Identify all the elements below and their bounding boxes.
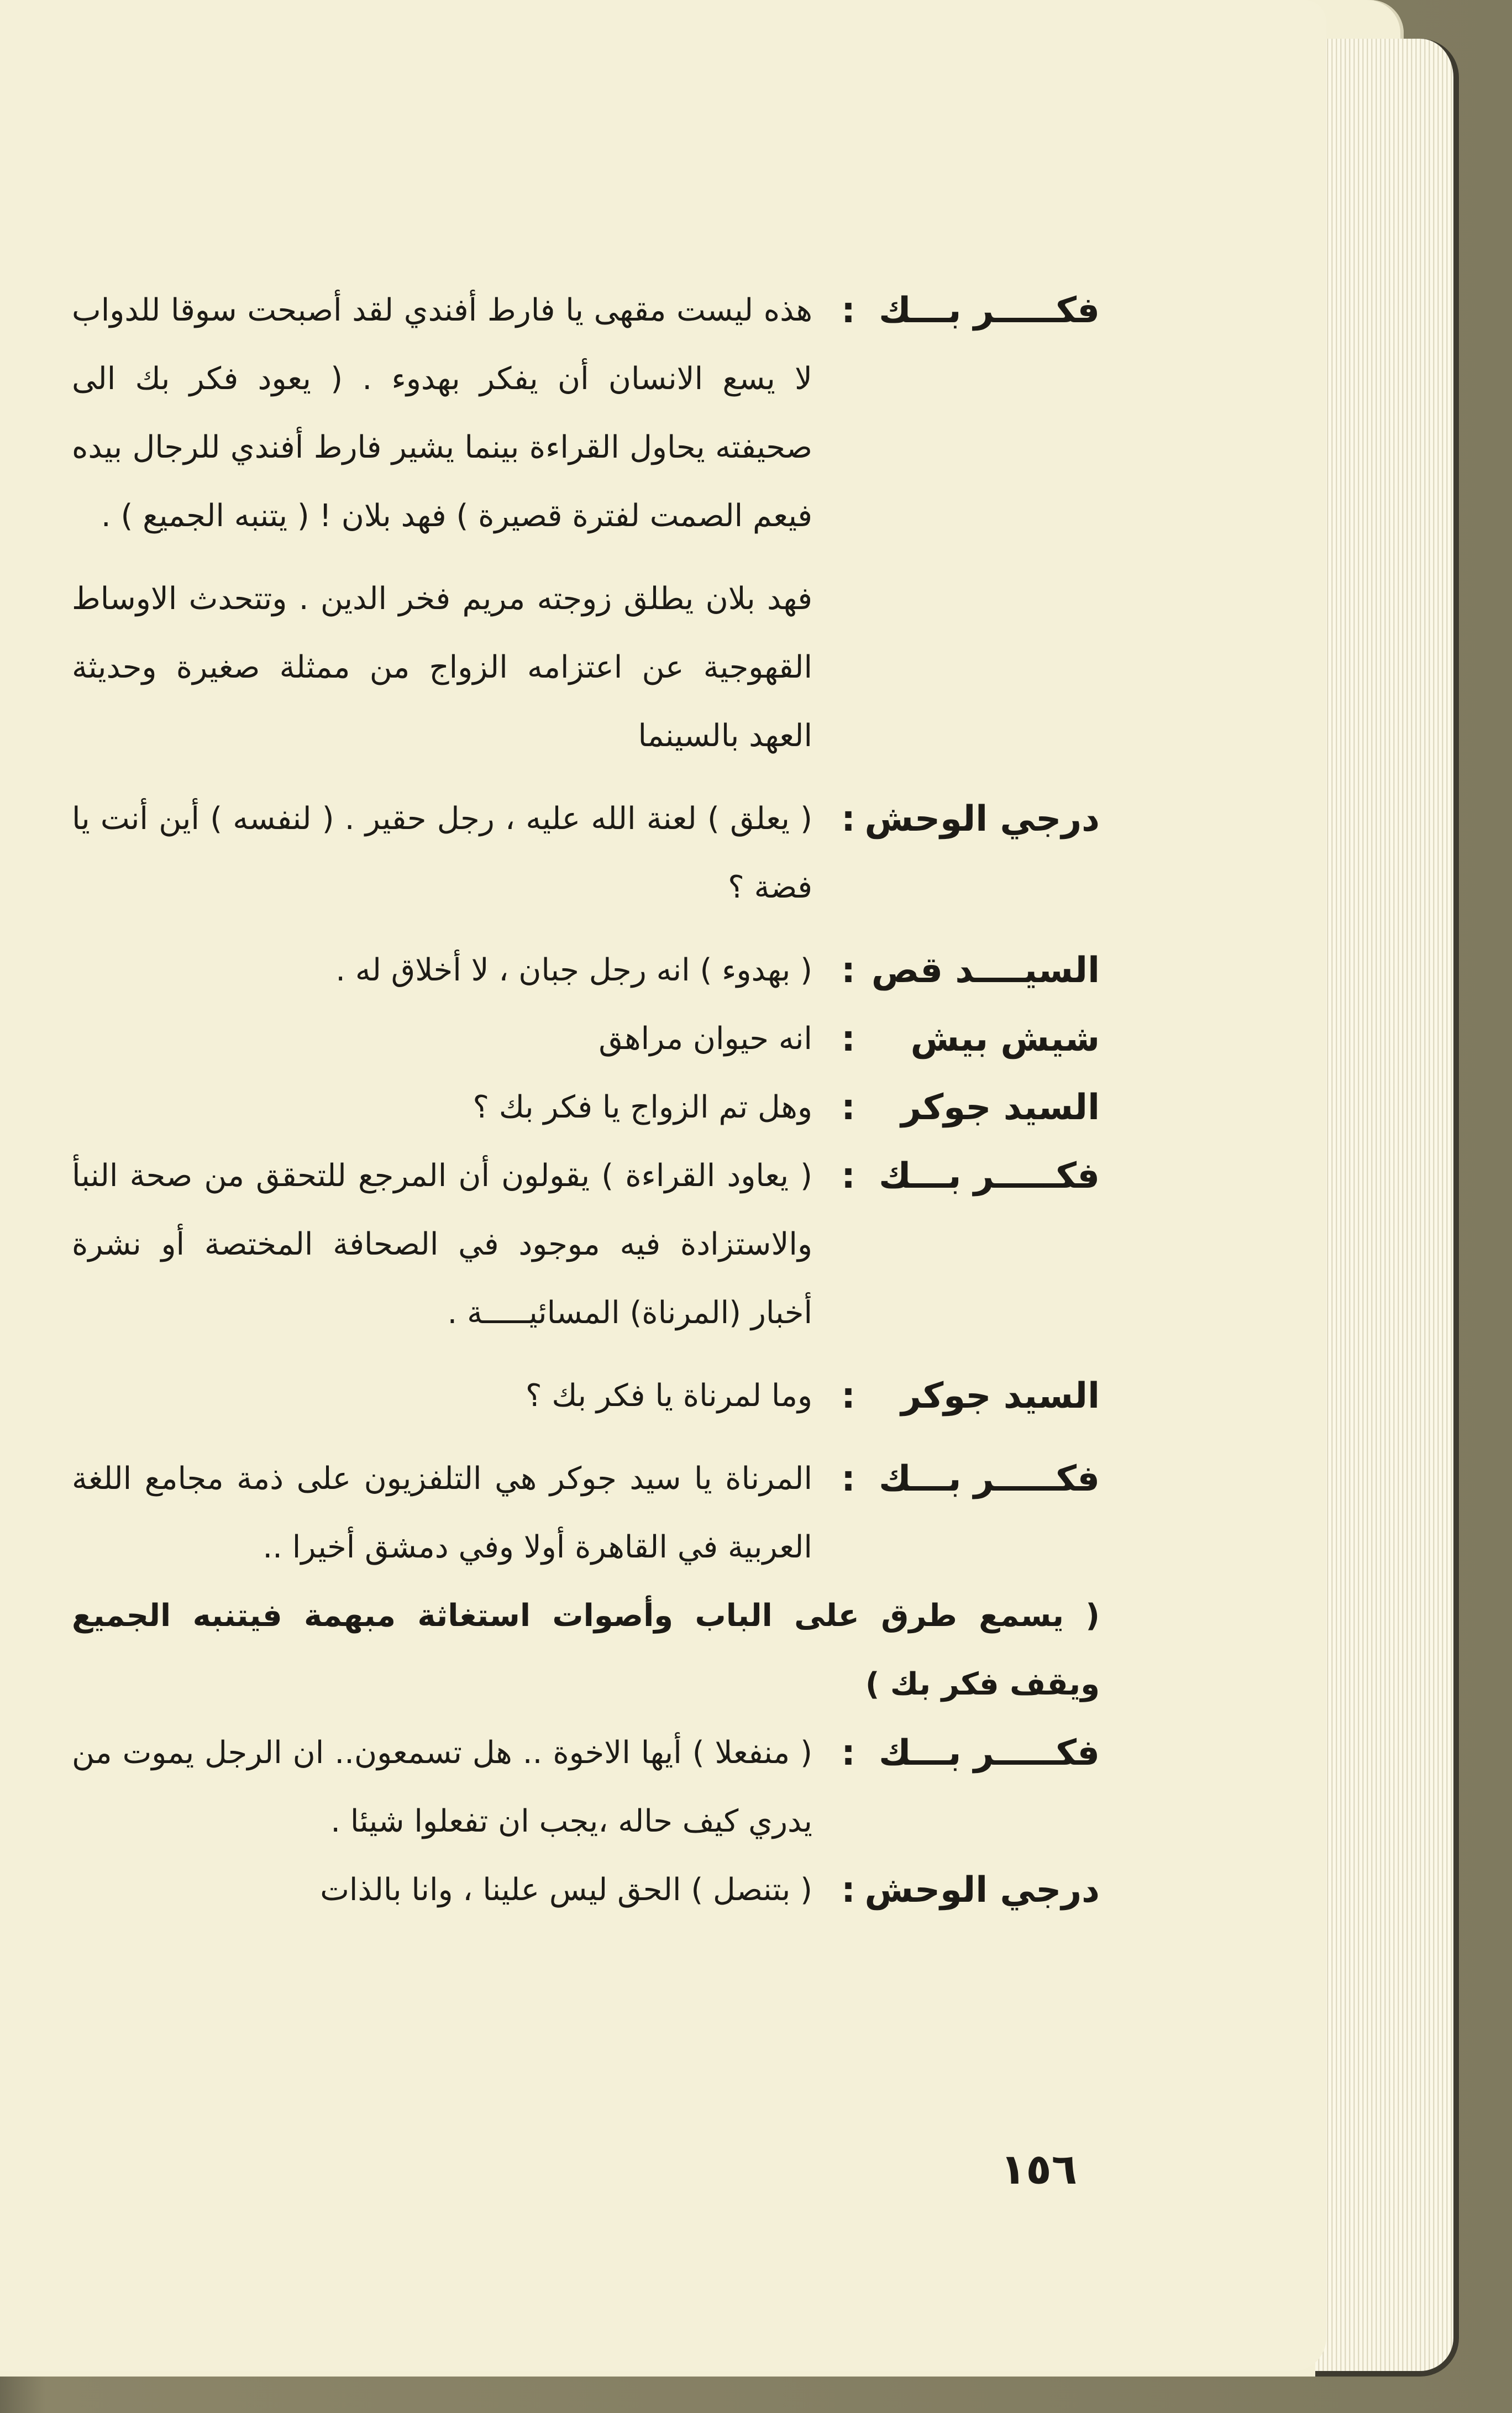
dialogue-text: ( يعلق ) لعنة الله عليه ، رجل حقير . ( لنفسه ) أين أنت يا فضة ؟ [72, 801, 812, 905]
dialogue-entry [72, 1719, 1100, 1856]
dialogue-entry [72, 1142, 1100, 1347]
dialogue-text: ( بتنصل ) الحق ليس علينا ، وانا بالذات [320, 1872, 812, 1908]
colon: : [841, 1087, 855, 1128]
dialogue-text: فهد بلان يطلق زوجته مريم فخر الدين . وتتحدث الاوساط القهوجية عن اعتزامه الزواج من ممثلة صغيرة وحديثة العهد بالسينما [72, 581, 812, 754]
speaker-name: شيش بيش [910, 1019, 1100, 1059]
page-number: ١٥٦ [1000, 2144, 1078, 2194]
dialogue-entry [72, 565, 1100, 770]
colon: : [841, 799, 855, 840]
dialogue-text: ( منفعلا ) أيها الاخوة .. هل تسمعون.. ان الرجل يموت من يدري كيف حاله ،يجب ان تفعلوا شيئا . [72, 1735, 812, 1839]
dialogue-entry [72, 1856, 1100, 1924]
colon: : [841, 1733, 855, 1774]
speaker-name: فكـــــر بـــك [879, 290, 1100, 331]
stage-direction-text: ( يسمع طرق على الباب وأصوات استغاثة مبهمة فيتنبه الجميع ويقف فكر بك ) [72, 1598, 1100, 1702]
speaker-name: درجي الوحش [864, 1870, 1100, 1911]
speaker-name: فكـــــر بـــك [879, 1156, 1100, 1197]
speaker-name: السيد جوكر [901, 1376, 1100, 1417]
colon: : [841, 1019, 855, 1059]
dialogue-text: هذه ليست مقهى يا فارط أفندي لقد أصبحت سوقا للدواب لا يسع الانسان أن يفكر بهدوء . ( يعود فكر بك الى صحيفته يحاول القراءة بينما يشير فارط أفندي للرجال بيده فيعم الصمت لفترة قصيرة ) فهد بلان ! ( يتنبه الجميع ) . [72, 292, 812, 534]
dialogue-entry [72, 1005, 1100, 1073]
play-script [72, 276, 1100, 1924]
colon: : [841, 1376, 855, 1417]
stage-direction [72, 1582, 1100, 1719]
speaker-name: فكـــــر بـــك [879, 1733, 1100, 1774]
dialogue-entry [72, 936, 1100, 1005]
colon: : [841, 1870, 855, 1911]
dialogue-text: ( يعاود القراءة ) يقولون أن المرجع للتحقق من صحة النبأ والاستزادة فيه موجود في الصحافة المختصة أو نشرة أخبار (المرناة) المسائيـــــة . [72, 1158, 812, 1331]
dialogue-entry [72, 276, 1100, 550]
page-edges [1315, 39, 1459, 2377]
dialogue-text: وهل تم الزواج يا فكر بك ؟ [473, 1089, 812, 1125]
dialogue-entry [72, 1362, 1100, 1430]
dialogue-text: وما لمرناة يا فكر بك ؟ [525, 1378, 812, 1414]
dialogue-entry [72, 785, 1100, 922]
dialogue-text: انه حيوان مراهق [599, 1021, 812, 1057]
speaker-name: السيد جوكر [901, 1087, 1100, 1128]
colon: : [841, 290, 855, 331]
speaker-name: درجي الوحش [864, 799, 1100, 840]
dialogue-text: ( بهدوء ) انه رجل جبان ، لا أخلاق له . [335, 952, 812, 988]
speaker-name: السيــــد قص [871, 950, 1100, 991]
dialogue-entry [72, 1073, 1100, 1142]
colon: : [841, 1459, 855, 1499]
speaker-name: فكـــــر بـــك [879, 1459, 1100, 1499]
colon: : [841, 950, 855, 991]
dialogue-entry [72, 1445, 1100, 1582]
colon: : [841, 1156, 855, 1197]
dialogue-text: المرناة يا سيد جوكر هي التلفزيون على ذمة مجامع اللغة العربية في القاهرة أولا وفي دمشق أخيرا .. [72, 1461, 812, 1565]
